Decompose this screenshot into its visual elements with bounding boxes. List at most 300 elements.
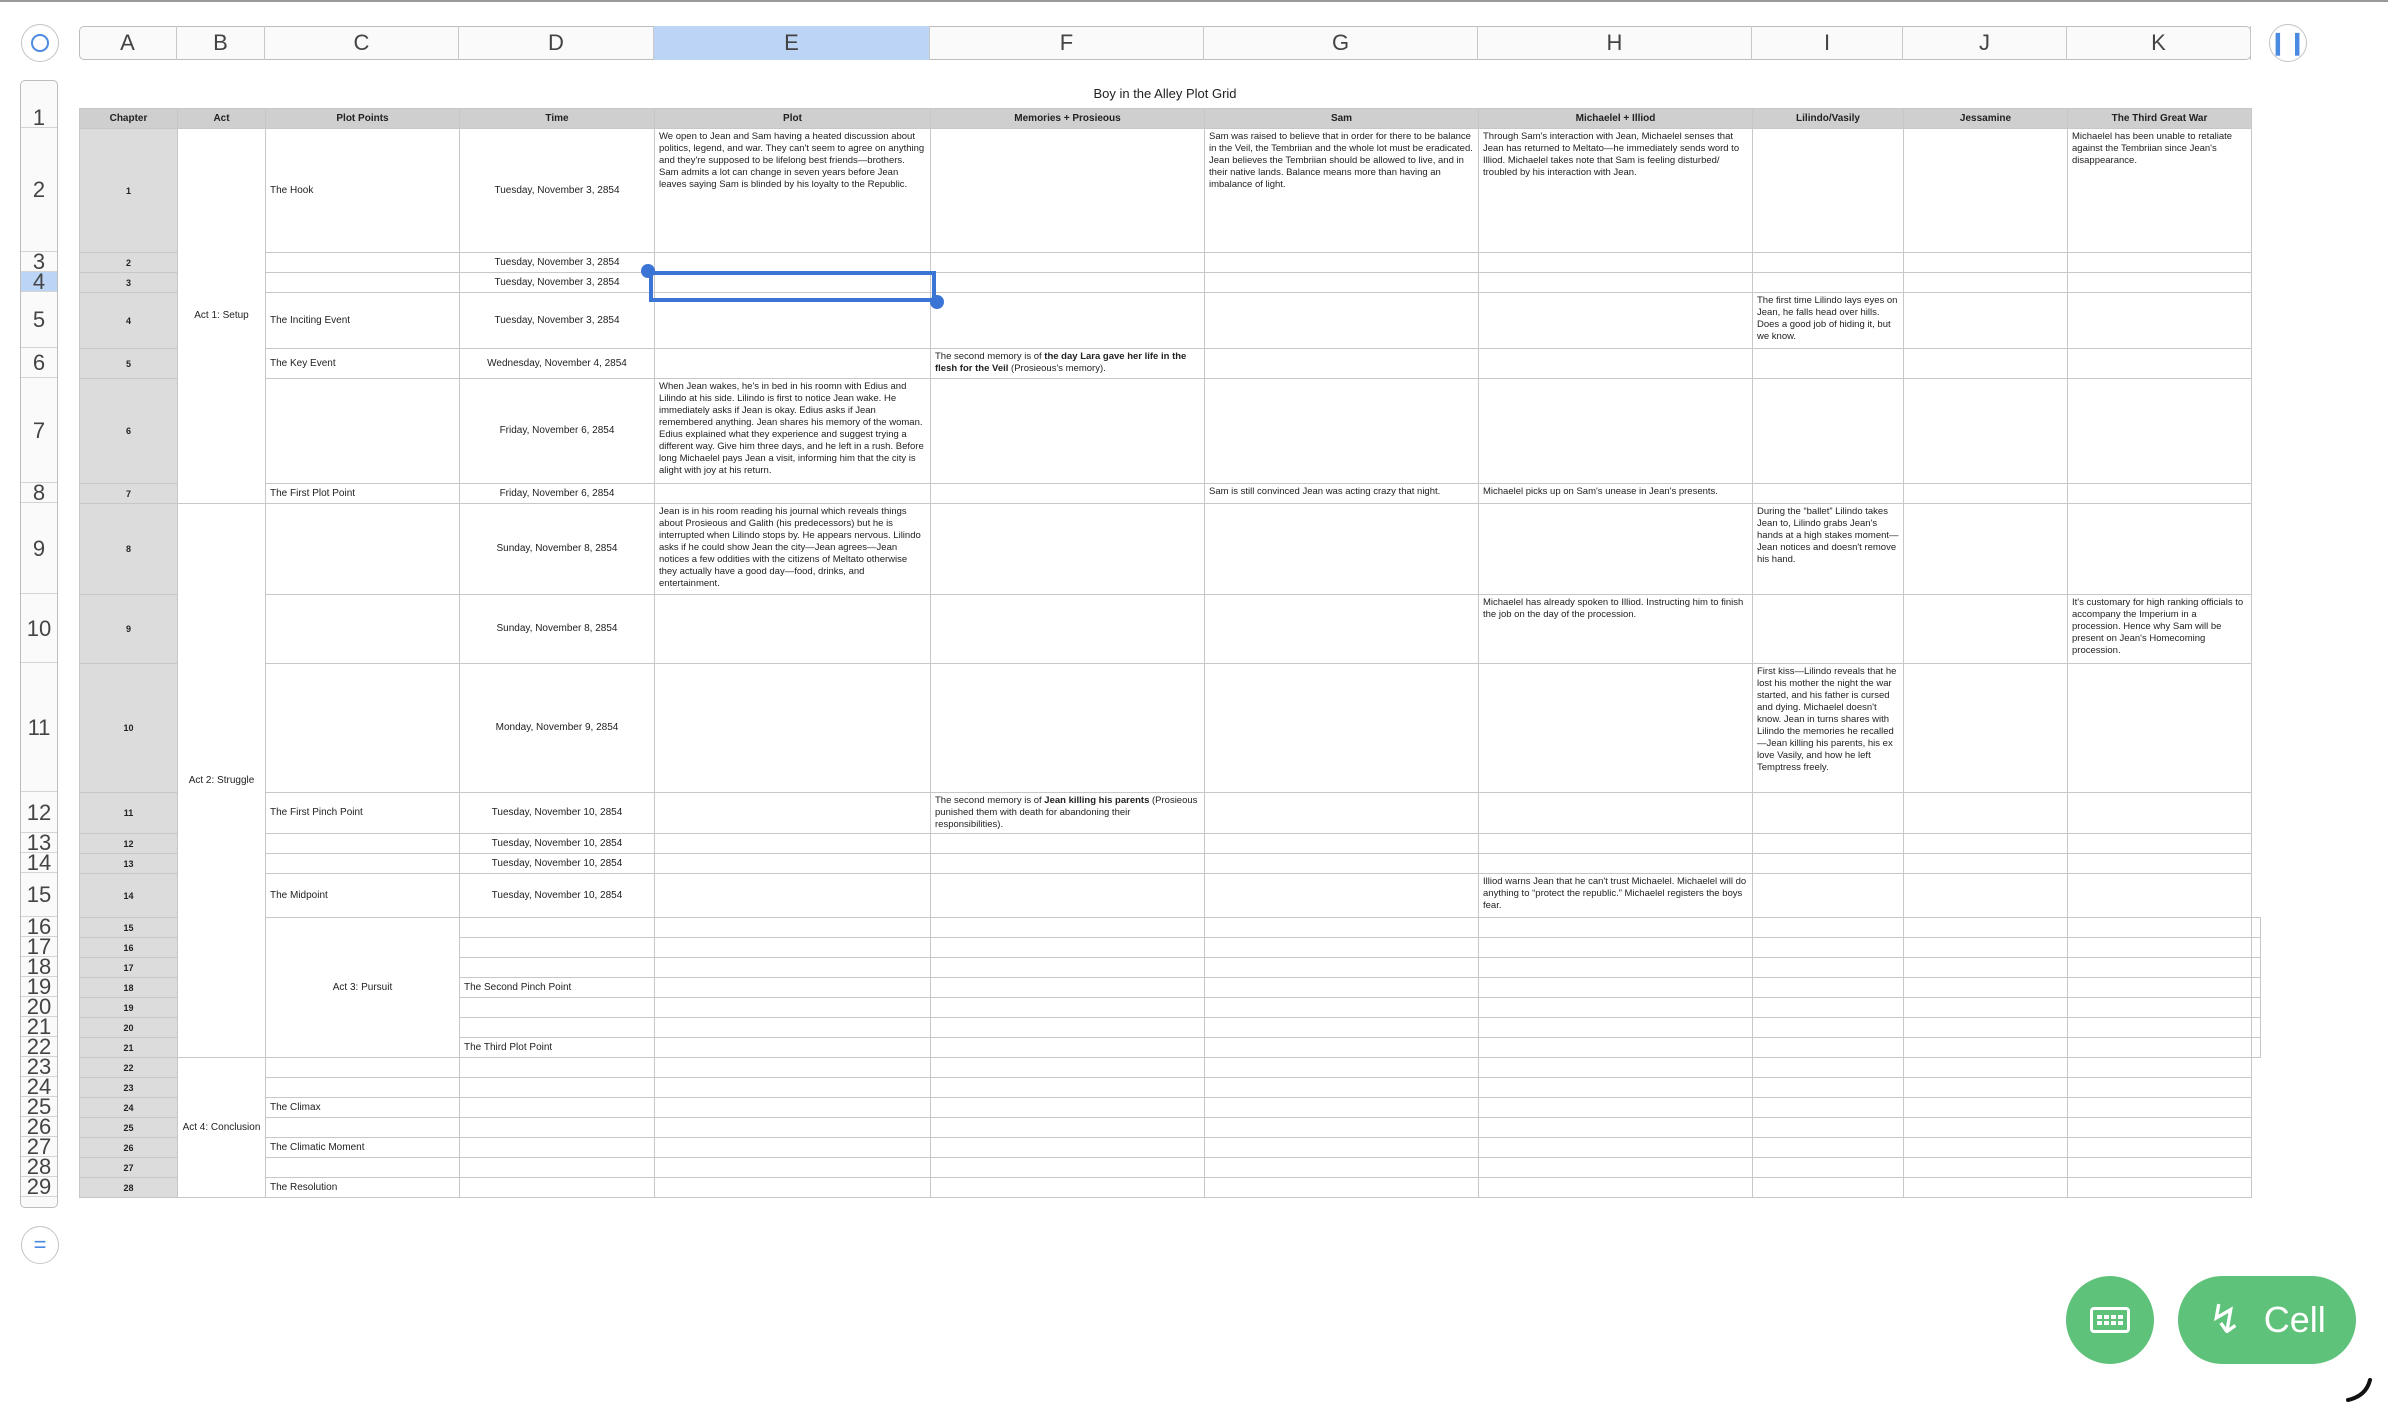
- plot-cell[interactable]: [655, 349, 931, 379]
- memories-cell[interactable]: [931, 1178, 1205, 1198]
- memories-cell[interactable]: [931, 1078, 1205, 1098]
- memories-cell[interactable]: [931, 664, 1205, 793]
- lilindo-vasily-cell[interactable]: First kiss—Lilindo reveals that he lost his mother the night the war started, and his father is cursed and dying. Michaelel doesn't know. Jean in turns shares with Lilindo the memories he recalled—Jean killing his parents, his ex love Vasily, and how he left Temptress freely.: [1753, 664, 1904, 793]
- column-header-e[interactable]: E: [654, 26, 930, 60]
- jessamine-cell[interactable]: [1904, 1158, 2068, 1178]
- sam-cell[interactable]: [1479, 1038, 1753, 1058]
- michaelel-illiod-cell[interactable]: [1479, 273, 1753, 293]
- plot-cell[interactable]: [655, 1058, 931, 1078]
- memories-cell[interactable]: [931, 1098, 1205, 1118]
- plot-cell[interactable]: [655, 595, 931, 664]
- plot-cell[interactable]: [655, 484, 931, 504]
- memories-cell[interactable]: [931, 484, 1205, 504]
- plot-point-cell[interactable]: The First Pinch Point: [266, 793, 460, 834]
- michaelel-illiod-cell[interactable]: [1479, 664, 1753, 793]
- memories-cell[interactable]: [931, 854, 1205, 874]
- time-cell[interactable]: Sunday, November 8, 2854: [460, 595, 655, 664]
- time-cell[interactable]: [655, 1038, 931, 1058]
- jessamine-cell[interactable]: [1904, 293, 2068, 349]
- plot-cell[interactable]: [931, 958, 1205, 978]
- third-great-war-cell[interactable]: [2252, 998, 2261, 1018]
- column-title[interactable]: Memories + Prosieous: [931, 109, 1205, 129]
- memories-cell[interactable]: [931, 834, 1205, 854]
- lilindo-vasily-cell[interactable]: [1753, 874, 1904, 918]
- michaelel-illiod-cell[interactable]: [1753, 938, 1904, 958]
- jessamine-cell[interactable]: [1904, 129, 2068, 253]
- row-header-22[interactable]: 22: [21, 1037, 57, 1057]
- michaelel-illiod-cell[interactable]: [1753, 1018, 1904, 1038]
- time-cell[interactable]: [460, 1078, 655, 1098]
- jessamine-cell[interactable]: [1904, 484, 2068, 504]
- time-cell[interactable]: Sunday, November 8, 2854: [460, 504, 655, 595]
- michaelel-illiod-cell[interactable]: [1753, 918, 1904, 938]
- lilindo-vasily-cell[interactable]: [1753, 484, 1904, 504]
- sam-cell[interactable]: [1205, 874, 1479, 918]
- chapter-cell[interactable]: 4: [80, 293, 178, 349]
- sam-cell[interactable]: [1205, 834, 1479, 854]
- chapter-cell[interactable]: 26: [80, 1138, 178, 1158]
- sam-cell[interactable]: [1205, 793, 1479, 834]
- memories-cell[interactable]: [1205, 938, 1479, 958]
- row-header-20[interactable]: 20: [21, 997, 57, 1017]
- chapter-cell[interactable]: 19: [80, 998, 178, 1018]
- plot-point-cell[interactable]: The Hook: [266, 129, 460, 253]
- sam-cell[interactable]: [1479, 958, 1753, 978]
- third-great-war-cell[interactable]: [2252, 978, 2261, 998]
- lilindo-vasily-cell[interactable]: [1753, 349, 1904, 379]
- michaelel-illiod-cell[interactable]: Through Sam's interaction with Jean, Michaelel senses that Jean has returned to Meltato—he immediately sends word to Illiod. Michaelel takes note that Sam is feeling disturbed/ troubled by his interaction with Jean.: [1479, 129, 1753, 253]
- keyboard-button[interactable]: [2066, 1276, 2154, 1364]
- row-header-9[interactable]: 9: [21, 503, 57, 594]
- time-cell[interactable]: Tuesday, November 3, 2854: [460, 273, 655, 293]
- michaelel-illiod-cell[interactable]: [1479, 1058, 1753, 1078]
- plot-point-cell[interactable]: [266, 664, 460, 793]
- jessamine-cell[interactable]: [1904, 379, 2068, 484]
- sam-cell[interactable]: [1205, 1178, 1479, 1198]
- plot-cell[interactable]: [655, 1078, 931, 1098]
- row-header-2[interactable]: 2: [21, 128, 57, 252]
- lilindo-vasily-cell[interactable]: [1904, 918, 2068, 938]
- jessamine-cell[interactable]: [1904, 349, 2068, 379]
- row-header-4[interactable]: 4: [21, 272, 57, 292]
- chapter-cell[interactable]: 11: [80, 793, 178, 834]
- plot-point-cell[interactable]: [460, 958, 655, 978]
- jessamine-cell[interactable]: [1904, 1178, 2068, 1198]
- lilindo-vasily-cell[interactable]: [1753, 379, 1904, 484]
- act-cell[interactable]: Act 3: Pursuit: [266, 918, 460, 1058]
- selection-handle-start[interactable]: [641, 264, 655, 278]
- chapter-cell[interactable]: 28: [80, 1178, 178, 1198]
- chapter-cell[interactable]: 27: [80, 1158, 178, 1178]
- resize-handle-icon[interactable]: [2344, 1374, 2374, 1404]
- sam-cell[interactable]: [1479, 1018, 1753, 1038]
- michaelel-illiod-cell[interactable]: [1479, 1178, 1753, 1198]
- time-cell[interactable]: [655, 918, 931, 938]
- plot-point-cell[interactable]: [460, 938, 655, 958]
- lilindo-vasily-cell[interactable]: [1753, 273, 1904, 293]
- jessamine-cell[interactable]: [2068, 1018, 2252, 1038]
- plot-point-cell[interactable]: [266, 379, 460, 484]
- sam-cell[interactable]: Sam was raised to believe that in order for there to be balance in the Veil, the Tembriian and the whole lot must be eradicated. Jean believes the Tembriian should be allowed to live, and in their native lands. Balance means more than having an imbalance of light.: [1205, 129, 1479, 253]
- sam-cell[interactable]: [1205, 1058, 1479, 1078]
- third-great-war-cell[interactable]: Michaelel has been unable to retaliate against the Tembriian since Jean's disappearance.: [2068, 129, 2252, 253]
- row-header-29[interactable]: 29: [21, 1177, 57, 1197]
- time-cell[interactable]: Tuesday, November 3, 2854: [460, 293, 655, 349]
- third-great-war-cell[interactable]: [2068, 1178, 2252, 1198]
- chapter-cell[interactable]: 7: [80, 484, 178, 504]
- column-title[interactable]: Sam: [1205, 109, 1479, 129]
- michaelel-illiod-cell[interactable]: [1479, 504, 1753, 595]
- plot-point-cell[interactable]: [266, 1118, 460, 1138]
- plot-point-cell[interactable]: [266, 273, 460, 293]
- jessamine-cell[interactable]: [1904, 1118, 2068, 1138]
- add-row-button[interactable]: [21, 1226, 59, 1264]
- plot-point-cell[interactable]: [266, 834, 460, 854]
- jessamine-cell[interactable]: [2068, 978, 2252, 998]
- plot-cell[interactable]: [655, 834, 931, 854]
- time-cell[interactable]: [460, 1118, 655, 1138]
- memories-cell[interactable]: [931, 793, 1205, 834]
- michaelel-illiod-cell[interactable]: [1479, 793, 1753, 834]
- plot-cell[interactable]: [655, 854, 931, 874]
- memories-cell[interactable]: [931, 874, 1205, 918]
- jessamine-cell[interactable]: [1904, 1058, 2068, 1078]
- chapter-cell[interactable]: 6: [80, 379, 178, 484]
- third-great-war-cell[interactable]: [2068, 1078, 2252, 1098]
- jessamine-cell[interactable]: [1904, 793, 2068, 834]
- lilindo-vasily-cell[interactable]: [1904, 1018, 2068, 1038]
- column-header-i[interactable]: I: [1752, 26, 1903, 60]
- column-header-d[interactable]: D: [459, 26, 654, 60]
- column-title[interactable]: Time: [460, 109, 655, 129]
- plot-cell[interactable]: [931, 998, 1205, 1018]
- lilindo-vasily-cell[interactable]: [1753, 1178, 1904, 1198]
- jessamine-cell[interactable]: [2068, 958, 2252, 978]
- plot-point-cell[interactable]: [266, 854, 460, 874]
- row-header-3[interactable]: 3: [21, 252, 57, 272]
- third-great-war-cell[interactable]: [2252, 958, 2261, 978]
- jessamine-cell[interactable]: [1904, 854, 2068, 874]
- third-great-war-cell[interactable]: [2068, 834, 2252, 854]
- column-header-g[interactable]: G: [1204, 26, 1478, 60]
- michaelel-illiod-cell[interactable]: Illiod warns Jean that he can't trust Michaelel. Michaelel will do anything to “protect the republic.” Michaelel registers the boys fear.: [1479, 874, 1753, 918]
- time-cell[interactable]: [460, 1138, 655, 1158]
- select-all-button[interactable]: [21, 24, 59, 62]
- column-header-f[interactable]: F: [930, 26, 1204, 60]
- sam-cell[interactable]: [1205, 253, 1479, 273]
- memories-cell[interactable]: [1205, 918, 1479, 938]
- lilindo-vasily-cell[interactable]: [1753, 793, 1904, 834]
- jessamine-cell[interactable]: [2068, 998, 2252, 1018]
- jessamine-cell[interactable]: [1904, 1078, 2068, 1098]
- column-header-h[interactable]: H: [1478, 26, 1752, 60]
- lilindo-vasily-cell[interactable]: [1753, 1058, 1904, 1078]
- chapter-cell[interactable]: 25: [80, 1118, 178, 1138]
- plot-point-cell[interactable]: [266, 1058, 460, 1078]
- row-header-25[interactable]: 25: [21, 1097, 57, 1117]
- michaelel-illiod-cell[interactable]: [1479, 1098, 1753, 1118]
- row-header-13[interactable]: 13: [21, 833, 57, 853]
- chapter-cell[interactable]: 20: [80, 1018, 178, 1038]
- row-header-19[interactable]: 19: [21, 977, 57, 997]
- third-great-war-cell[interactable]: [2068, 379, 2252, 484]
- michaelel-illiod-cell[interactable]: [1479, 293, 1753, 349]
- row-header-16[interactable]: 16: [21, 917, 57, 937]
- jessamine-cell[interactable]: [1904, 504, 2068, 595]
- third-great-war-cell[interactable]: [2252, 938, 2261, 958]
- memories-cell[interactable]: [1205, 998, 1479, 1018]
- row-header-27[interactable]: 27: [21, 1137, 57, 1157]
- plot-point-cell[interactable]: The Climax: [266, 1098, 460, 1118]
- michaelel-illiod-cell[interactable]: [1479, 834, 1753, 854]
- time-cell[interactable]: [460, 1098, 655, 1118]
- memories-cell[interactable]: [931, 1138, 1205, 1158]
- memories-cell[interactable]: [931, 349, 1205, 379]
- time-cell[interactable]: Tuesday, November 10, 2854: [460, 854, 655, 874]
- lilindo-vasily-cell[interactable]: [1904, 978, 2068, 998]
- lilindo-vasily-cell[interactable]: [1753, 1118, 1904, 1138]
- plot-point-cell[interactable]: [266, 1158, 460, 1178]
- michaelel-illiod-cell[interactable]: [1479, 379, 1753, 484]
- third-great-war-cell[interactable]: [2068, 664, 2252, 793]
- lilindo-vasily-cell[interactable]: [1753, 253, 1904, 273]
- sam-cell[interactable]: [1479, 938, 1753, 958]
- column-title[interactable]: Michaelel + Illiod: [1479, 109, 1753, 129]
- sam-cell[interactable]: Sam is still convinced Jean was acting crazy that night.: [1205, 484, 1479, 504]
- lilindo-vasily-cell[interactable]: [1904, 938, 2068, 958]
- lilindo-vasily-cell[interactable]: [1753, 1078, 1904, 1098]
- plot-point-cell[interactable]: The First Plot Point: [266, 484, 460, 504]
- lilindo-vasily-cell[interactable]: [1753, 1158, 1904, 1178]
- third-great-war-cell[interactable]: [2068, 484, 2252, 504]
- third-great-war-cell[interactable]: [2252, 1038, 2261, 1058]
- memories-cell[interactable]: [1205, 1018, 1479, 1038]
- memories-cell[interactable]: [1205, 958, 1479, 978]
- row-header-24[interactable]: 24: [21, 1077, 57, 1097]
- sam-cell[interactable]: [1205, 504, 1479, 595]
- plot-cell[interactable]: [655, 1138, 931, 1158]
- time-cell[interactable]: Wednesday, November 4, 2854: [460, 349, 655, 379]
- time-cell[interactable]: [460, 1158, 655, 1178]
- sam-cell[interactable]: [1205, 664, 1479, 793]
- lilindo-vasily-cell[interactable]: [1753, 129, 1904, 253]
- memories-cell[interactable]: [931, 1058, 1205, 1078]
- sam-cell[interactable]: [1205, 1158, 1479, 1178]
- row-header-5[interactable]: 5: [21, 292, 57, 348]
- chapter-cell[interactable]: 3: [80, 273, 178, 293]
- lilindo-vasily-cell[interactable]: [1753, 1098, 1904, 1118]
- lilindo-vasily-cell[interactable]: [1753, 854, 1904, 874]
- chapter-cell[interactable]: 13: [80, 854, 178, 874]
- jessamine-cell[interactable]: [2068, 918, 2252, 938]
- chapter-cell[interactable]: 17: [80, 958, 178, 978]
- column-header-c[interactable]: C: [265, 26, 459, 60]
- sam-cell[interactable]: [1205, 293, 1479, 349]
- plot-cell[interactable]: [931, 1018, 1205, 1038]
- memories-cell[interactable]: [931, 1118, 1205, 1138]
- jessamine-cell[interactable]: [2068, 938, 2252, 958]
- chapter-cell[interactable]: 8: [80, 504, 178, 595]
- chapter-cell[interactable]: 15: [80, 918, 178, 938]
- plot-point-cell[interactable]: [460, 918, 655, 938]
- memories-cell[interactable]: [931, 273, 1205, 293]
- column-header-j[interactable]: J: [1903, 26, 2067, 60]
- row-header-10[interactable]: 10: [21, 594, 57, 663]
- time-cell[interactable]: Tuesday, November 10, 2854: [460, 874, 655, 918]
- time-cell[interactable]: Monday, November 9, 2854: [460, 664, 655, 793]
- michaelel-illiod-cell[interactable]: [1479, 1138, 1753, 1158]
- plot-point-cell[interactable]: The Third Plot Point: [460, 1038, 655, 1058]
- michaelel-illiod-cell[interactable]: [1479, 854, 1753, 874]
- third-great-war-cell[interactable]: [2068, 293, 2252, 349]
- michaelel-illiod-cell[interactable]: [1479, 1078, 1753, 1098]
- memories-cell[interactable]: [931, 379, 1205, 484]
- time-cell[interactable]: Tuesday, November 10, 2854: [460, 834, 655, 854]
- time-cell[interactable]: [460, 1058, 655, 1078]
- third-great-war-cell[interactable]: [2068, 1098, 2252, 1118]
- plot-point-cell[interactable]: The Midpoint: [266, 874, 460, 918]
- column-title[interactable]: Plot: [655, 109, 931, 129]
- column-header-b[interactable]: B: [177, 26, 265, 60]
- third-great-war-cell[interactable]: [2068, 273, 2252, 293]
- memories-cell[interactable]: [931, 1158, 1205, 1178]
- third-great-war-cell[interactable]: [2068, 253, 2252, 273]
- plot-cell[interactable]: [655, 874, 931, 918]
- plot-point-cell[interactable]: The Climatic Moment: [266, 1138, 460, 1158]
- jessamine-cell[interactable]: [2068, 1038, 2252, 1058]
- plot-point-cell[interactable]: [266, 1078, 460, 1098]
- michaelel-illiod-cell[interactable]: [1479, 1118, 1753, 1138]
- plot-cell[interactable]: [655, 664, 931, 793]
- memories-cell[interactable]: [931, 129, 1205, 253]
- sam-cell[interactable]: [1205, 595, 1479, 664]
- michaelel-illiod-cell[interactable]: Michaelel has already spoken to Illiod. Instructing him to finish the job on the day of the procession.: [1479, 595, 1753, 664]
- sam-cell[interactable]: [1479, 998, 1753, 1018]
- chapter-cell[interactable]: 14: [80, 874, 178, 918]
- lilindo-vasily-cell[interactable]: The first time Lilindo lays eyes on Jean, he falls head over hills. Does a good job of hiding it, but we know.: [1753, 293, 1904, 349]
- michaelel-illiod-cell[interactable]: [1753, 958, 1904, 978]
- jessamine-cell[interactable]: [1904, 595, 2068, 664]
- sam-cell[interactable]: [1205, 273, 1479, 293]
- plot-cell[interactable]: [655, 1098, 931, 1118]
- time-cell[interactable]: Tuesday, November 3, 2854: [460, 253, 655, 273]
- row-header-8[interactable]: 8: [21, 483, 57, 503]
- row-header-17[interactable]: 17: [21, 937, 57, 957]
- freeze-panes-button[interactable]: [2269, 24, 2307, 62]
- third-great-war-cell[interactable]: [2068, 854, 2252, 874]
- third-great-war-cell[interactable]: [2068, 793, 2252, 834]
- memories-cell[interactable]: [931, 253, 1205, 273]
- time-cell[interactable]: [460, 1178, 655, 1198]
- chapter-cell[interactable]: 22: [80, 1058, 178, 1078]
- plot-cell[interactable]: [655, 253, 931, 273]
- third-great-war-cell[interactable]: [2252, 1018, 2261, 1038]
- michaelel-illiod-cell[interactable]: [1753, 978, 1904, 998]
- jessamine-cell[interactable]: [1904, 664, 2068, 793]
- plot-point-cell[interactable]: [460, 1018, 655, 1038]
- chapter-cell[interactable]: 23: [80, 1078, 178, 1098]
- sam-cell[interactable]: [1205, 1118, 1479, 1138]
- third-great-war-cell[interactable]: [2068, 1058, 2252, 1078]
- row-header-6[interactable]: 6: [21, 348, 57, 378]
- row-header-26[interactable]: 26: [21, 1117, 57, 1137]
- third-great-war-cell[interactable]: [2252, 918, 2261, 938]
- third-great-war-cell[interactable]: [2068, 1138, 2252, 1158]
- column-title[interactable]: Jessamine: [1904, 109, 2068, 129]
- sam-cell[interactable]: [1479, 978, 1753, 998]
- cell-action-button[interactable]: [2178, 1276, 2356, 1364]
- plot-cell[interactable]: When Jean wakes, he's in bed in his roomn with Edius and Lilindo at his side. Lilindo is first to notice Jean wake. He immediately asks if Jean is okay. Edius asks if Jean remembered anything. Jean shares his memory of the woman. Edius explained what they experience and suggest trying a different way. Give him three days, and he left in a rush. Before long Michaelel pays Jean a visit, informing him that the city is alight with joy at his return.: [655, 379, 931, 484]
- sam-cell[interactable]: [1205, 379, 1479, 484]
- time-cell[interactable]: Tuesday, November 3, 2854: [460, 129, 655, 253]
- chapter-cell[interactable]: 12: [80, 834, 178, 854]
- column-title[interactable]: The Third Great War: [2068, 109, 2252, 129]
- third-great-war-cell[interactable]: [2068, 504, 2252, 595]
- time-cell[interactable]: [655, 998, 931, 1018]
- cell-selection[interactable]: [649, 271, 936, 302]
- sam-cell[interactable]: [1205, 1078, 1479, 1098]
- memories-cell[interactable]: [931, 595, 1205, 664]
- row-header-21[interactable]: 21: [21, 1017, 57, 1037]
- column-title[interactable]: Plot Points: [266, 109, 460, 129]
- plot-cell[interactable]: [931, 918, 1205, 938]
- row-header-28[interactable]: 28: [21, 1157, 57, 1177]
- plot-point-cell[interactable]: The Second Pinch Point: [460, 978, 655, 998]
- plot-cell[interactable]: [655, 1118, 931, 1138]
- chapter-cell[interactable]: 1: [80, 129, 178, 253]
- plot-cell[interactable]: Jean is in his room reading his journal which reveals things about Prosieous and Galith (his predecessors) but he is interrupted when Lilindo stops by. He appears nervous. Lilindo asks if he could show Jean the city—Jean agrees—Jean notices a few oddities with the citizens of Meltato otherwise they actually have a good day—food, drinks, and entertainment.: [655, 504, 931, 595]
- jessamine-cell[interactable]: [1904, 874, 2068, 918]
- time-cell[interactable]: [655, 1018, 931, 1038]
- plot-point-cell[interactable]: The Resolution: [266, 1178, 460, 1198]
- lilindo-vasily-cell[interactable]: [1753, 1138, 1904, 1158]
- plot-cell[interactable]: [655, 1158, 931, 1178]
- plot-point-cell[interactable]: The Key Event: [266, 349, 460, 379]
- michaelel-illiod-cell[interactable]: [1753, 998, 1904, 1018]
- row-header-14[interactable]: 14: [21, 853, 57, 873]
- memories-cell[interactable]: [1205, 1038, 1479, 1058]
- chapter-cell[interactable]: 21: [80, 1038, 178, 1058]
- third-great-war-cell[interactable]: [2068, 349, 2252, 379]
- memories-cell[interactable]: [931, 293, 1205, 349]
- selection-handle-end[interactable]: [930, 295, 944, 309]
- chapter-cell[interactable]: 10: [80, 664, 178, 793]
- lilindo-vasily-cell[interactable]: [1904, 1038, 2068, 1058]
- time-cell[interactable]: Friday, November 6, 2854: [460, 379, 655, 484]
- third-great-war-cell[interactable]: [2068, 1118, 2252, 1138]
- michaelel-illiod-cell[interactable]: [1479, 1158, 1753, 1178]
- plot-cell[interactable]: [931, 1038, 1205, 1058]
- plot-point-cell[interactable]: The Inciting Event: [266, 293, 460, 349]
- plot-cell[interactable]: [655, 793, 931, 834]
- memories-cell[interactable]: [931, 504, 1205, 595]
- time-cell[interactable]: [655, 958, 931, 978]
- act-cell[interactable]: Act 2: Struggle: [178, 504, 266, 1058]
- row-header-23[interactable]: 23: [21, 1057, 57, 1077]
- time-cell[interactable]: Tuesday, November 10, 2854: [460, 793, 655, 834]
- chapter-cell[interactable]: 2: [80, 253, 178, 273]
- lilindo-vasily-cell[interactable]: [1753, 595, 1904, 664]
- lilindo-vasily-cell[interactable]: [1904, 998, 2068, 1018]
- time-cell[interactable]: [655, 938, 931, 958]
- row-header-12[interactable]: 12: [21, 792, 57, 833]
- plot-cell[interactable]: [655, 1178, 931, 1198]
- row-header-15[interactable]: 15: [21, 873, 57, 917]
- act-cell[interactable]: Act 4: Conclusion: [178, 1058, 266, 1198]
- act-cell[interactable]: Act 1: Setup: [178, 129, 266, 504]
- sam-cell[interactable]: [1205, 349, 1479, 379]
- column-title[interactable]: Act: [178, 109, 266, 129]
